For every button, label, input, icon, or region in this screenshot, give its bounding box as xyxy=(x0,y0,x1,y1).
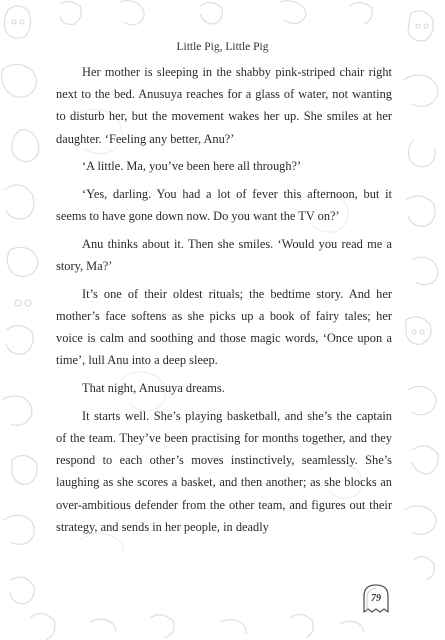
body-text xyxy=(56,61,392,544)
running-head: Little Pig, Little Pig xyxy=(176,41,269,53)
paragraph: Anu thinks about it. Then she smiles. ‘Would you read me a story, Ma?’ xyxy=(56,236,392,274)
paragraph: Her mother is sleeping in the shabby pink-striped chair right next to the bed. Anusuya reaches for a glass of water, not wanting to disturb her, but the movement wakes her up. She smiles at her daughter. ‘Feeling any better, Anu?’ xyxy=(56,65,392,146)
paragraph: ‘Yes, darling. You had a lot of fever this afternoon, but it seems to have gone down now. Do you want the TV on?’ xyxy=(56,187,392,224)
paragraph: It’s one of their oldest rituals; the bedtime story. And her mother’s face softens as she picks up a book of fairy tales; her voice is calm and soothing and those magic words, ‘Once upon a time’, lull Anu into a deep sleep. xyxy=(56,286,392,368)
page-number: 79 xyxy=(371,593,381,604)
paragraph: That night, Anusuya dreams. xyxy=(82,381,225,396)
paragraph: It starts well. She’s playing basketball, and she’s the captain of the team. They’ve been practising for months together, and they respond to each other’s moves instinctively, seamlessly. She’s laughing as she scores a basket, and then another; as she blocks an over-ambitious defender from the other team, and figures out their strategy, and sends in her people, in deadly xyxy=(56,408,392,534)
paragraph: ‘A little. Ma, you’ve been here all through?’ xyxy=(82,159,302,174)
